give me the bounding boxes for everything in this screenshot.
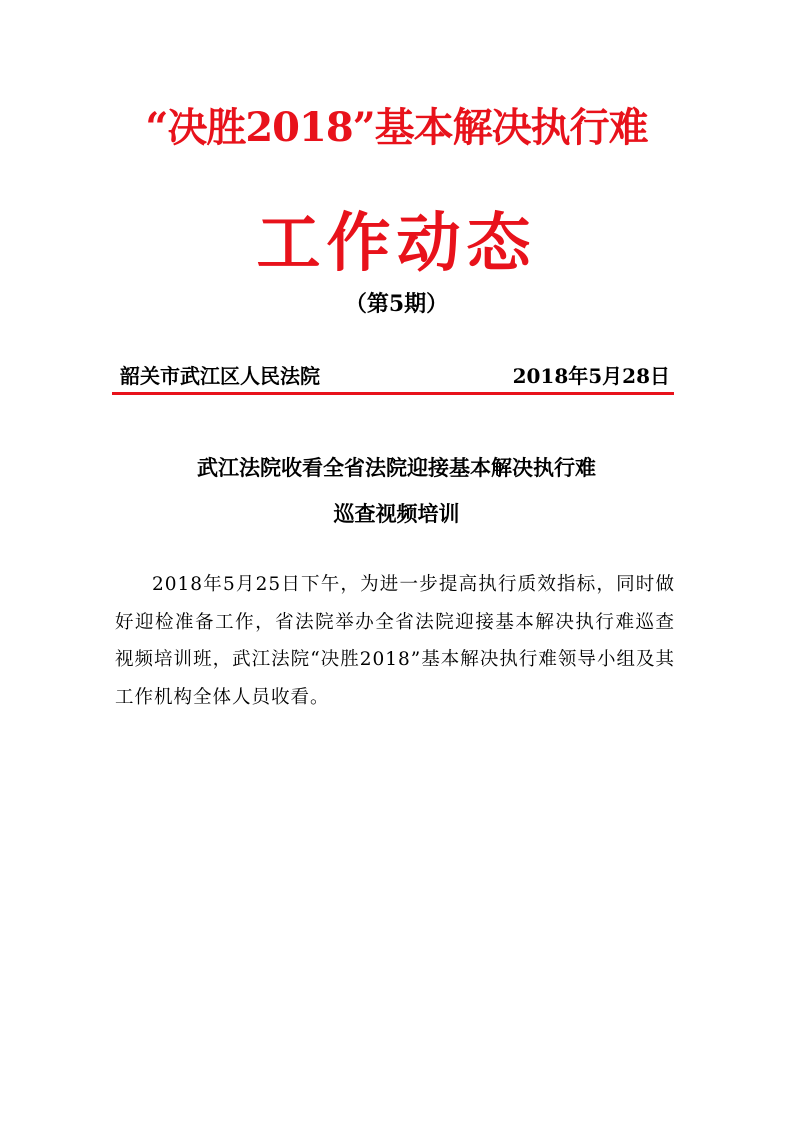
organization-name: 韶关市武江区人民法院 (120, 364, 320, 388)
article-title (0, 445, 793, 537)
red-divider (112, 392, 674, 395)
article-title-line-1: 武江法院收看全省法院迎接基本解决执行难 (197, 455, 596, 480)
masthead-subtitle: 工作动态 (256, 206, 537, 281)
article-title-line-2: 巡查视频培训 (333, 501, 460, 526)
issue-number: （第5期） (344, 291, 449, 317)
masthead-title: “决胜2018”基本解决执行难 (145, 104, 648, 151)
header-line (120, 361, 670, 391)
issue-date: 2018年5月28日 (512, 364, 670, 388)
article-body: 2018年5月25日下午，为进一步提高执行质效指标，同时做好迎检准备工作，省法院举办全省法院迎接基本解决执行难巡查视频培训班，武江法院“决胜2018”基本解决执行难领导小组及其工作机构全体人员收看。 (115, 574, 675, 708)
